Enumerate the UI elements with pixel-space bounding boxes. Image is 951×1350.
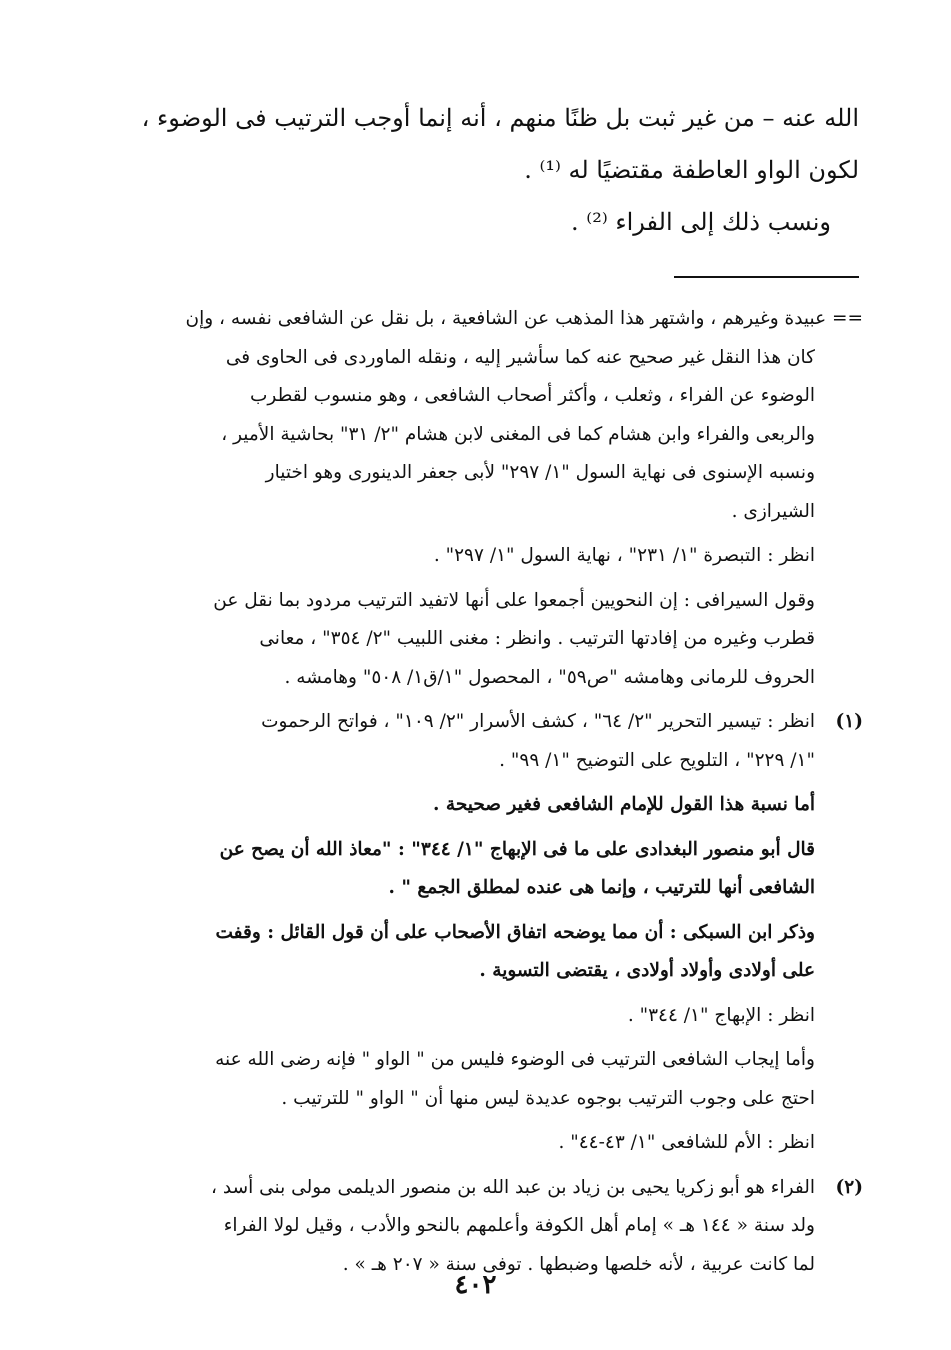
main-line: لكون الواو العاطفة مقتضيًا له ⁽¹⁾ . [524, 156, 859, 184]
footnote-line: وذكر ابن السبكى : أن مما يوضحه اتفاق الأصحاب على أن قول القائل : وقفت [215, 921, 815, 943]
footnote-line: الوضوء عن الفراء ، وثعلب ، وأكثر أصحاب الشافعى ، وهو منسوب لقطرب [249, 385, 815, 406]
main-line: ونسب ذلك إلى الفراء ⁽²⁾ . [571, 208, 831, 236]
footnote-line: الشافعى أنها للترتيب ، وإنما هى عنده لمطلق الجمع " . [388, 877, 815, 898]
footnote-number: (٢) [835, 1176, 863, 1198]
main-line: الله عنه – من غير ثبت بل ظنًا منهم ، أنه إنما أوجب الترتيب فى الوضوء ، [141, 104, 859, 132]
footnote-reference [91, 537, 863, 576]
footnote-line: ونسبه الإسنوى فى نهاية السول "١/ ٢٩٧" لأبى جعفر الدينورى وهو اختيار [265, 462, 815, 483]
main-text [79, 92, 859, 248]
footnote-line: ولد سنة « ١٤٤ هـ » إمام أهل الكوفة وأعلمهم بالنحو والأدب ، وقيل لولا الفراء [223, 1215, 815, 1236]
footnote-line: انظر : تيسير التحرير "٢/ ٦٤" ، كشف الأسرار "٢/ ١٠٩" ، فواتح الرحموت [261, 711, 815, 732]
footnote-line: على أولادى وأولاد أولادى ، يقتضى التسوية . [479, 960, 815, 981]
footnote-paragraph [91, 582, 863, 698]
footnote-line: انظر : الأم للشافعى "١/ ٤٣-٤٤" . [558, 1132, 815, 1153]
footnote-line: "١/ ٢٢٩" ، التلويح على التوضيح "١/ ٩٩" . [499, 749, 815, 771]
footnotes [91, 300, 863, 1290]
footnote-separator [674, 276, 859, 278]
footnote-line: == عبيدة وغيرهم ، واشتهر هذا المذهب عن الشافعية ، بل نقل عن الشافعى نفسه ، وإن [185, 308, 863, 329]
footnote-number: (١) [835, 711, 863, 732]
footnote-line: انظر : الإبهاج "١/ ٣٤٤" . [627, 1004, 815, 1026]
footnote-line: كان هذا النقل غير صحيح عنه كما سأشير إليه ، ونقله الماوردى فى الحاوى فى [225, 346, 815, 368]
footnote-line: وأما إيجاب الشافعى الترتيب فى الوضوء فليس من " الواو " فإنه رضى الله عنه [215, 1049, 815, 1070]
footnote-paragraph [91, 786, 863, 825]
footnote-line: الحروف للرمانى وهامشه "ص٥٩" ، المحصول "١/ق١/ ٥٠٨" وهامشه . [284, 666, 815, 688]
footnote-paragraph [91, 1041, 863, 1118]
footnote-paragraph [91, 831, 863, 908]
footnote-line: وقول السيرافى : إن النحويين أجمعوا على أنها لاتفيد الترتيب مردود بما نقل عن [213, 589, 815, 611]
footnote-line: احتج على وجوب الترتيب بوجوه عديدة ليس منها أن " الواو " للترتيب . [281, 1087, 815, 1109]
footnote-reference [91, 1124, 863, 1163]
footnote-line: الفراء هو أبو زكريا يحيى بن زياد بن عبد الله بن منصور الديلمى مولى بنى أسد ، [211, 1176, 815, 1198]
footnote-1 [91, 703, 863, 780]
footnote-line: قال أبو منصور البغدادى على ما فى الإبهاج "١/ ٣٤٤" : "معاذ الله أن يصح عن [219, 838, 815, 860]
footnote-2 [91, 1169, 863, 1285]
footnote-line: لما كانت عربية ، لأنه خلصها وضبطها . توفى سنة « ٢٠٧ هـ » . [342, 1253, 815, 1275]
footnote-line: قطرب وغيره من إفادتها الترتيب . وانظر : مغنى اللبيب "٢/ ٣٥٤" ، معانى [259, 628, 815, 649]
footnote-reference [91, 997, 863, 1036]
footnote-paragraph [91, 914, 863, 991]
footnote-line: والربعى والفراء وابن هشام كما فى المغنى لابن هشام "٢/ ٣١" بحاشية الأمير ، [221, 423, 815, 445]
footnote-line: الشيرازى . [731, 500, 815, 522]
footnote-continuation [91, 300, 863, 531]
page-number: ٤٠٢ [454, 1270, 497, 1300]
footnote-line: أما نسبة هذا القول للإمام الشافعى فغير صحيحة . [433, 794, 815, 815]
footnote-line: انظر : التبصرة "١/ ٢٣١" ، نهاية السول "١/ ٢٩٧" . [433, 545, 815, 566]
